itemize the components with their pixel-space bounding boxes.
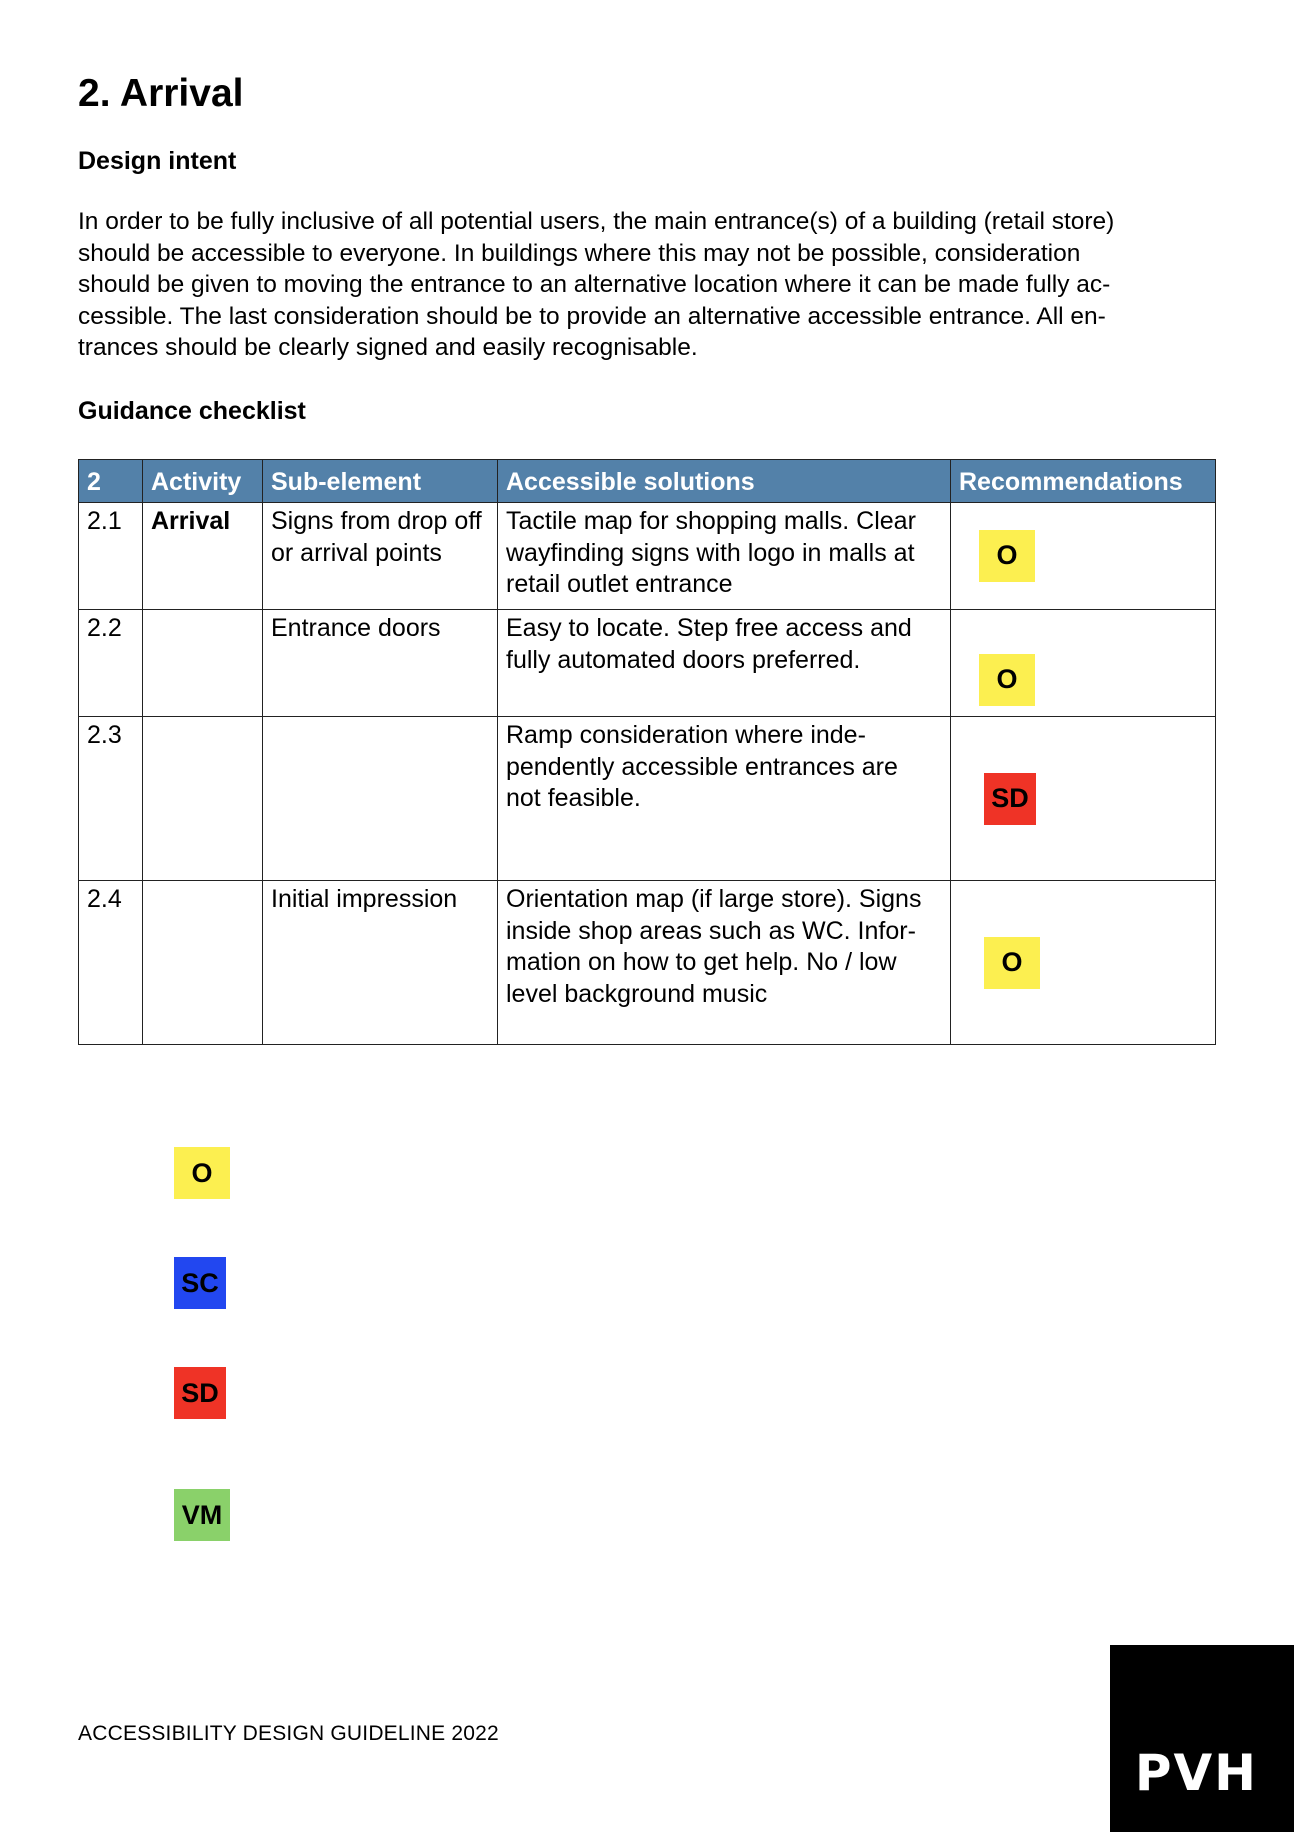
recommendation-badge: SD [984, 773, 1036, 825]
row-number: 2.1 [79, 503, 143, 610]
row-activity [143, 610, 263, 717]
row-sub-element [263, 717, 498, 881]
row-sub-element: Initial impression [263, 881, 498, 1045]
table-row [79, 610, 1216, 717]
legend-badge-vm: VM [174, 1489, 230, 1541]
recommendation-badge: O [984, 937, 1040, 989]
row-number: 2.2 [79, 610, 143, 717]
guidance-checklist-table [78, 459, 1216, 1045]
legend-item-sd [174, 1367, 226, 1419]
row-sub-element: Signs from drop off or arrival points [263, 503, 498, 610]
header-sub-element: Sub-element [263, 460, 498, 503]
legend-item-o [174, 1147, 230, 1199]
row-recommendation [951, 717, 1216, 881]
header-number: 2 [79, 460, 143, 503]
row-recommendation [951, 881, 1216, 1045]
row-recommendation [951, 610, 1216, 717]
design-intent-text: In order to be fully inclusive of all potential users, the main entrance(s) of a building (retail store) should be accessible to everyone. In buildings where this may not be possible, consideration should be given to moving the entrance to an alternative location where it can be made fully ac- cessible. The last consideration should be to provide an alternative accessible entrance. All en- trances should be clearly signed and easily recognisable. [78, 208, 1115, 361]
header-recommendations: Recommendations [951, 460, 1216, 503]
row-solution: Tactile map for shopping malls. Clear wayfinding signs with logo in malls at retail outlet entrance [498, 503, 951, 610]
table-row [79, 881, 1216, 1045]
logo-text: PVH [1134, 1744, 1258, 1802]
recommendation-badge: O [979, 654, 1035, 706]
row-sub-element: Entrance doors [263, 610, 498, 717]
legend-badge-o: O [174, 1147, 230, 1199]
table-row [79, 717, 1216, 881]
footer-text: ACCESSIBILITY DESIGN GUIDELINE 2022 [78, 1722, 499, 1745]
row-solution: Easy to locate. Step free access and fully automated doors preferred. [498, 610, 951, 717]
legend-item-vm [174, 1489, 230, 1541]
row-activity [143, 881, 263, 1045]
legend-badge-sc: SC [174, 1257, 226, 1309]
design-intent-heading: Design intent [78, 147, 237, 175]
recommendation-badge: O [979, 530, 1035, 582]
row-recommendation [951, 503, 1216, 610]
row-activity [143, 717, 263, 881]
legend-badge-sd: SD [174, 1367, 226, 1419]
header-activity: Activity [143, 460, 263, 503]
row-activity: Arrival [143, 503, 263, 610]
header-accessible-solutions: Accessible solutions [498, 460, 951, 503]
row-number: 2.4 [79, 881, 143, 1045]
row-number: 2.3 [79, 717, 143, 881]
table-header-row [79, 460, 1216, 503]
legend-item-sc [174, 1257, 226, 1309]
table-row [79, 503, 1216, 610]
page-title: 2. Arrival [78, 72, 244, 115]
pvh-logo [1110, 1645, 1294, 1832]
row-solution: Orientation map (if large store). Signs inside shop areas such as WC. Infor- mation on how to get help. No / low level background music [498, 881, 951, 1045]
checklist-heading: Guidance checklist [78, 397, 306, 425]
row-solution: Ramp consideration where inde- pendently accessible entrances are not feasible. [498, 717, 951, 881]
